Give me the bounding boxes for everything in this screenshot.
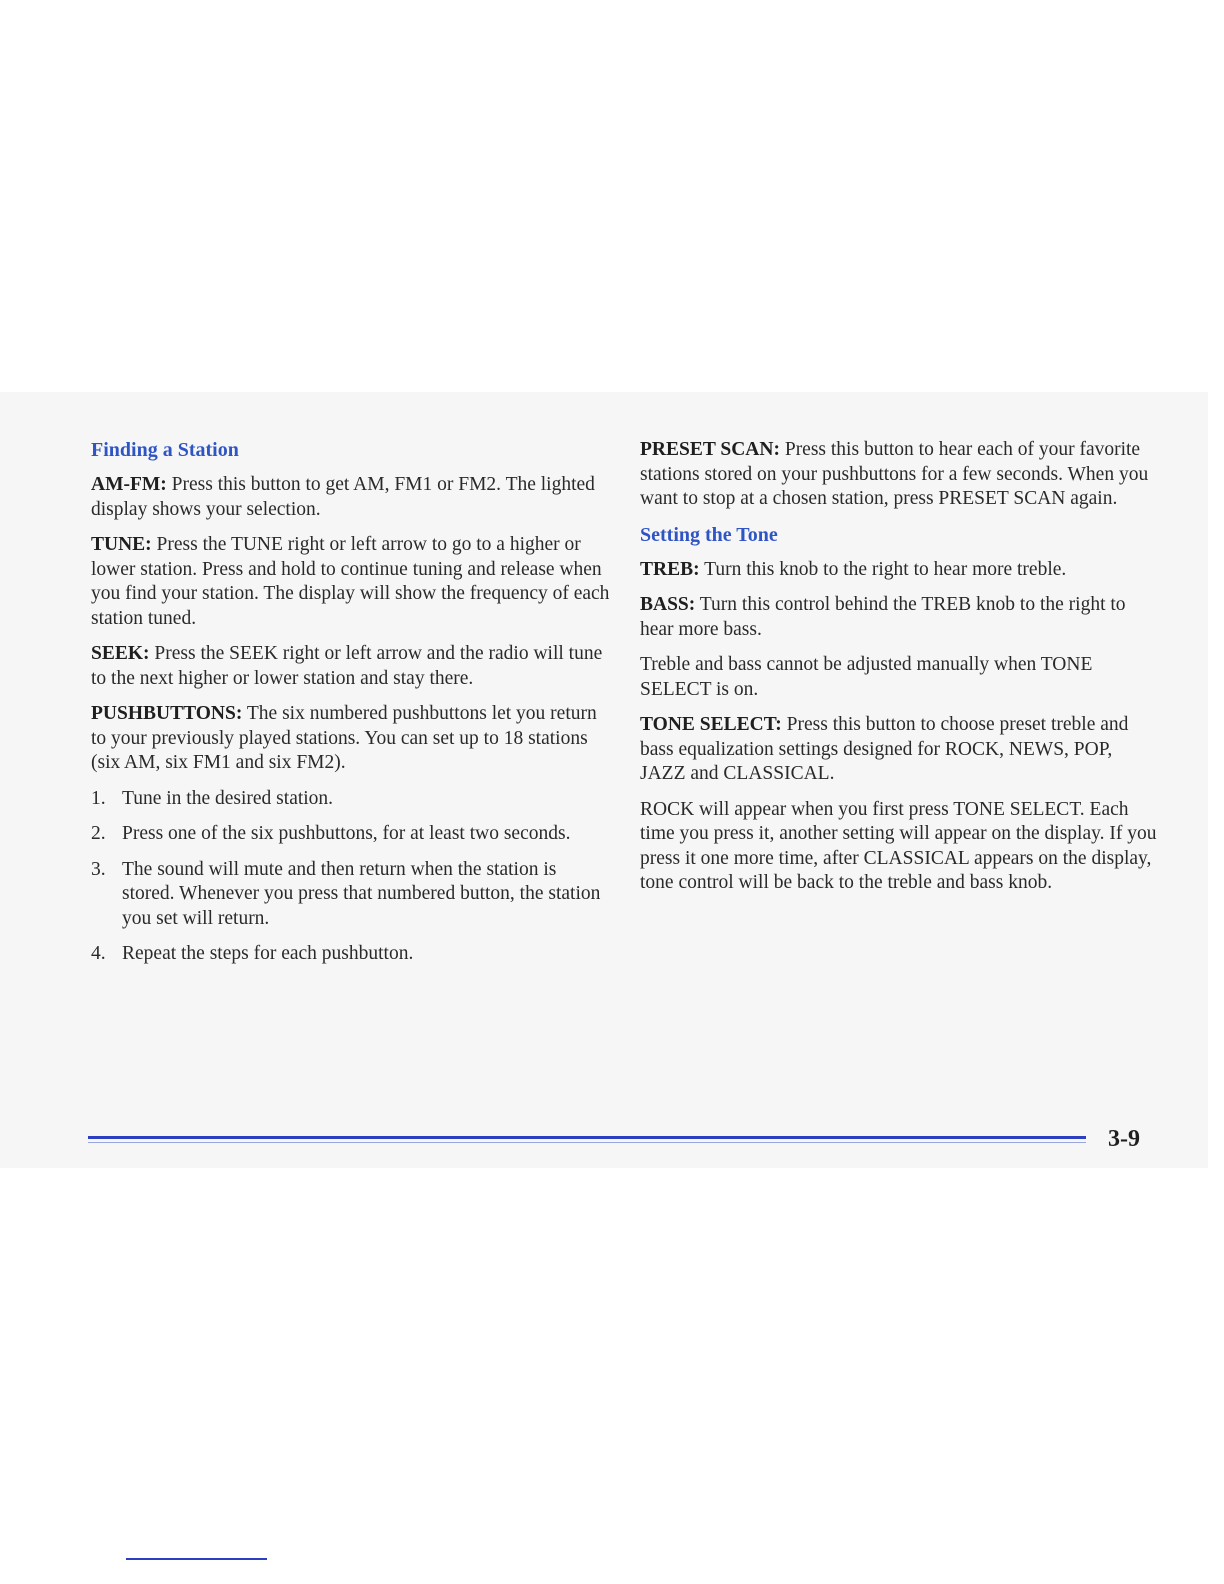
step-text: Repeat the steps for each pushbutton. <box>122 943 414 964</box>
tune-term: TUNE: <box>91 534 152 555</box>
pushbuttons-paragraph <box>91 702 611 776</box>
tone-select-text: Press this button to choose preset treble and bass equalization settings designed for ROCK, NEWS, POP, JAZZ and CLASSICAL. <box>640 714 1129 784</box>
bass-paragraph <box>640 593 1160 642</box>
pushbutton-steps-list <box>91 787 611 967</box>
treb-term: TREB: <box>640 558 700 580</box>
preset-scan-text: Press this button to hear each of your favorite stations stored on your pushbuttons for a few seconds. When you want to stop at a chosen station, press PRESET SCAN again. <box>640 439 1149 509</box>
heading-finding-a-station: Finding a Station <box>91 439 239 461</box>
rock-paragraph: ROCK will appear when you first press TONE SELECT. Each time you press it, another setting will appear on the display. If you press it one more time, after CLASSICAL appears on the display, tone control will be back to the treble and bass knob. <box>640 798 1157 893</box>
bass-text: Turn this control behind the TREB knob to the right to hear more bass. <box>640 594 1126 640</box>
bottom-corner-rule <box>126 1558 267 1560</box>
tune-text: Press the TUNE right or left arrow to go to a higher or lower station. Press and hold to continue tuning and release when you find your station. The display will show the frequency of each station tuned. <box>91 534 610 629</box>
list-item <box>91 787 611 812</box>
tone-select-paragraph <box>640 713 1160 787</box>
am-fm-paragraph <box>91 473 611 522</box>
footer-rule-shadow <box>88 1142 1086 1143</box>
tone-note-paragraph: Treble and bass cannot be adjusted manually when TONE SELECT is on. <box>640 654 1093 700</box>
am-fm-text: Press this button to get AM, FM1 or FM2. The lighted display shows your selection. <box>91 474 595 520</box>
list-item <box>91 822 611 847</box>
step-number: 3. <box>91 858 106 880</box>
tone-select-term: TONE SELECT: <box>640 714 782 735</box>
step-number: 1. <box>91 787 106 809</box>
step-text: The sound will mute and then return when the station is stored. Whenever you press that numbered button, the station you set will return. <box>122 858 601 929</box>
heading-setting-the-tone: Setting the Tone <box>640 523 778 546</box>
seek-text: Press the SEEK right or left arrow and the radio will tune to the next higher or lower station and stay there. <box>91 643 603 689</box>
right-column <box>640 438 1160 907</box>
treb-paragraph <box>640 558 1160 583</box>
bass-term: BASS: <box>640 594 696 615</box>
list-item <box>91 858 611 932</box>
preset-scan-term: PRESET SCAN: <box>640 439 780 460</box>
preset-scan-paragraph <box>640 438 1160 512</box>
footer-rule <box>88 1136 1086 1139</box>
am-fm-term: AM-FM: <box>91 474 167 495</box>
pushbuttons-term: PUSHBUTTONS: <box>91 703 243 724</box>
step-number: 2. <box>91 823 106 844</box>
page-number: 3-9 <box>1108 1126 1140 1152</box>
tune-paragraph <box>91 533 611 631</box>
step-text: Press one of the six pushbuttons, for at least two seconds. <box>122 823 571 844</box>
seek-term: SEEK: <box>91 643 150 664</box>
step-number: 4. <box>91 943 106 964</box>
left-column <box>91 438 611 978</box>
pushbuttons-text: The six numbered pushbuttons let you return to your previously played stations. You can set up to 18 stations (six AM, six FM1 and six FM2). <box>91 703 597 773</box>
treb-text: Turn this knob to the right to hear more treble. <box>699 558 1067 580</box>
seek-paragraph <box>91 642 611 691</box>
step-text: Tune in the desired station. <box>122 787 334 809</box>
list-item <box>91 942 611 967</box>
